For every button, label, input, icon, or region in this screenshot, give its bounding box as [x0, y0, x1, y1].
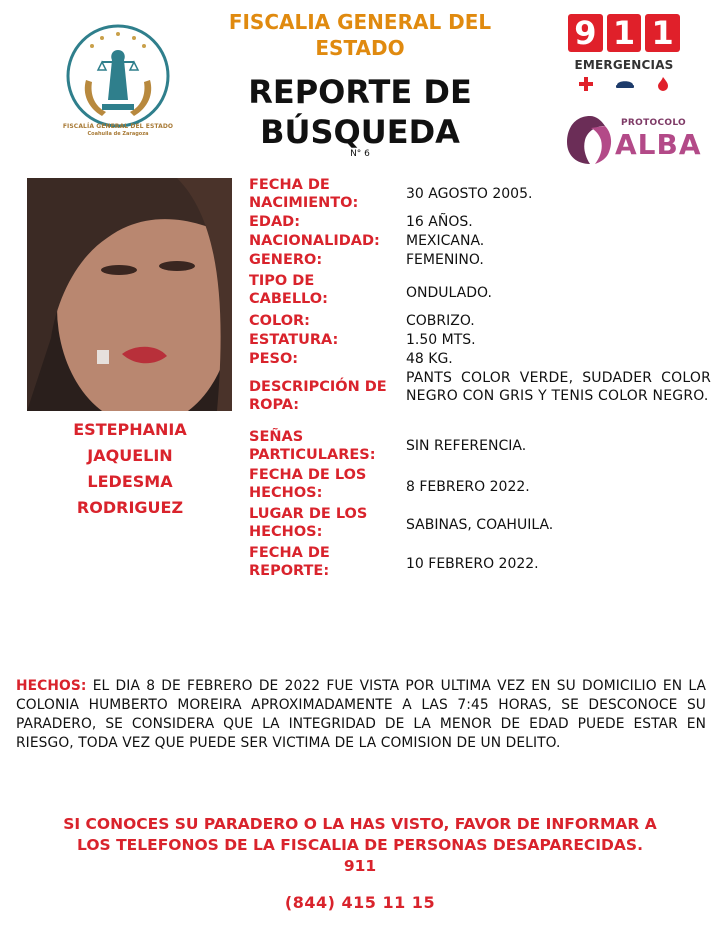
fiscalia-logo-text: [54, 123, 182, 137]
field-value-5: COBRIZO.: [406, 313, 475, 329]
callout-line2: LOS TELEFONOS DE LA FISCALIA DE PERSONAS DESAPARECIDAS.: [77, 836, 643, 854]
emergencias-label: EMERGENCIAS: [574, 58, 674, 72]
fiscalia-logo: [62, 20, 174, 140]
field-label-0: FECHA DE NACIMIENTO:: [249, 177, 359, 211]
protocolo-alba-logo: [565, 112, 702, 166]
header-title: [200, 9, 520, 61]
field-value-11: SABINAS, COAHUILA.: [406, 517, 554, 533]
protocolo-label: PROTOCOLO: [621, 118, 686, 128]
field-value-0: 30 AGOSTO 2005.: [406, 186, 533, 202]
report-number: N° 6: [350, 149, 370, 159]
field-value-7: 48 KG.: [406, 351, 453, 367]
report-title-line1: REPORTE DE: [248, 73, 472, 111]
field-value-9: SIN REFERENCIA.: [406, 438, 527, 454]
field-value-10: 8 FEBRERO 2022.: [406, 479, 530, 495]
header-title-line1: FISCALIA GENERAL DEL: [228, 10, 492, 34]
callout-line3: 911: [343, 857, 377, 875]
fiscalia-logo-line2: Coahuila de Zaragoza: [87, 131, 149, 137]
person-name: [40, 417, 220, 521]
name-line-1: JAQUELIN: [87, 446, 173, 465]
field-label-4: TIPO DE CABELLO:: [249, 273, 328, 307]
field-value-4: ONDULADO.: [406, 285, 492, 301]
fire-icon: [656, 76, 670, 92]
police-cap-icon: [615, 77, 635, 91]
fiscalia-logo-line1: FISCALÍA GENERAL DEL ESTADO: [62, 123, 174, 130]
name-line-0: ESTEPHANIA: [73, 420, 187, 439]
field-label-11: LUGAR DE LOS HECHOS:: [249, 506, 368, 540]
callout-line1: SI CONOCES SU PARADERO O LA HAS VISTO, FAVOR DE INFORMAR A: [63, 815, 657, 833]
digit-1: 1: [607, 14, 642, 52]
field-label-2: NACIONALIDAD:: [249, 233, 380, 249]
field-value-2: MEXICANA.: [406, 233, 485, 249]
field-label-10: FECHA DE LOS HECHOS:: [249, 467, 367, 501]
field-label-5: COLOR:: [249, 313, 310, 329]
field-label-12: FECHA DE REPORTE:: [249, 545, 330, 579]
field-value-12: 10 FEBRERO 2022.: [406, 556, 539, 572]
red-cross-icon: [578, 76, 594, 92]
field-label-6: ESTATURA:: [249, 332, 339, 348]
emergency-icons: [568, 76, 680, 92]
person-photo: [27, 178, 232, 411]
field-label-9: SEÑAS PARTICULARES:: [249, 429, 376, 463]
header-title-line2: ESTADO: [315, 36, 405, 60]
field-value-1: 16 AÑOS.: [406, 214, 473, 230]
name-line-3: RODRIGUEZ: [76, 498, 184, 517]
field-label-1: EDAD:: [249, 214, 300, 230]
field-value-8: PANTS COLOR VERDE, SUDADER COLOR NEGRO CON GRIS Y TENIS COLOR NEGRO.: [406, 370, 711, 404]
report-title: [200, 72, 520, 152]
field-label-7: PESO:: [249, 351, 299, 367]
hechos-paragraph: [16, 677, 706, 753]
alba-face-icon: [565, 112, 615, 166]
emergencias-911-logo: [568, 14, 680, 92]
digit-2: 1: [645, 14, 680, 52]
name-line-2: LEDESMA: [87, 472, 173, 491]
field-value-6: 1.50 MTS.: [406, 332, 476, 348]
field-value-3: FEMENINO.: [406, 252, 484, 268]
field-label-3: GENERO:: [249, 252, 323, 268]
hechos-text: EL DIA 8 DE FEBRERO DE 2022 FUE VISTA POR ULTIMA VEZ EN SU DOMICILIO EN LA COLONIA HUMBERTO MOREIRA APROXIMADAMENTE A LAS 7:45 HORAS, SE DESCONOCE SU PARADERO, SE CONSIDERA QUE LA INTEGRIDAD DE LA MENOR DE EDAD PUEDE ESTAR EN RIESGO, TODA VEZ QUE PUEDE SER VICTIMA DE LA COMISION DE UN DELITO.: [16, 678, 706, 751]
contact-phone: (844) 415 11 15: [284, 893, 436, 912]
report-title-line2: BÚSQUEDA: [260, 113, 460, 151]
field-label-8: DESCRIPCIÓN DE ROPA:: [249, 379, 387, 413]
contact-callout: [20, 814, 700, 877]
digit-0: 9: [568, 14, 603, 52]
hechos-label: HECHOS:: [16, 678, 87, 694]
digits-911: [568, 14, 680, 52]
alba-label: ALBA: [615, 128, 702, 161]
